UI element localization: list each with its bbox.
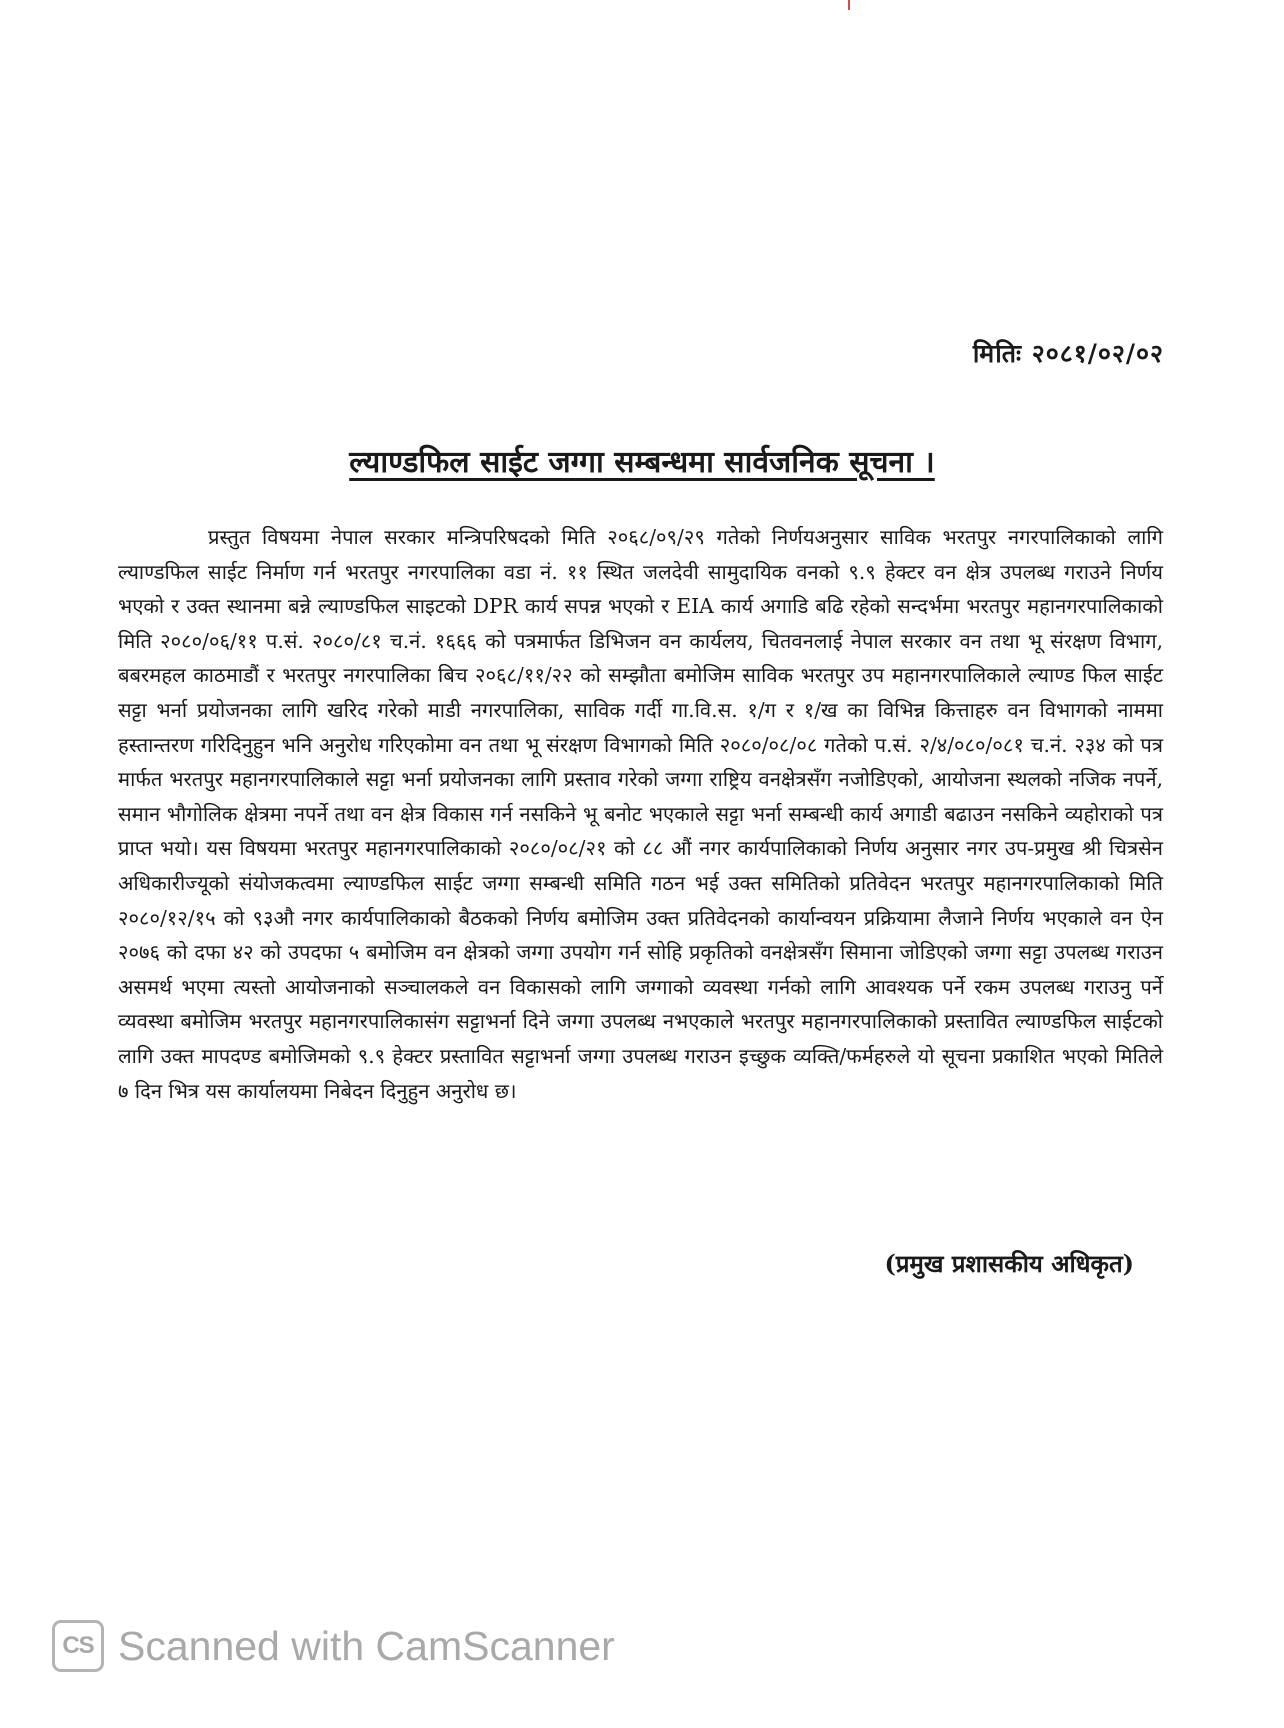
date-line: मितिः २०८१/०२/०२ [972, 339, 1164, 368]
camscanner-logo-icon: CS [52, 1620, 104, 1672]
notice-body: प्रस्तुत विषयमा नेपाल सरकार मन्त्रिपरिषदको मिति २०६८/०९/२९ गतेको निर्णयअनुसार साविक भरतपुर नगरपालिकाको लागि ल्याण्डफिल साईट निर्माण गर्न भरतपुर नगरपालिका वडा नं. ११ स्थित जलदेवी सामुदायिक वनको ९.९ हेक्टर वन क्षेत्र उपलब्ध गराउने निर्णय भएको र उक्त स्थानमा बन्ने ल्याण्डफिल साइटको DPR कार्य सपन्न भएको र EIA कार्य अगाडि बढि रहेको सन्दर्भमा भरतपुर महानगरपालिकाको मिति २०८०/०६/११ प.सं. २०८०/८१ च.नं. १६६६ को पत्रमार्फत डिभिजन वन कार्यलय, चितवनलाई नेपाल सरकार वन तथा भू संरक्षण विभाग, बबरमहल काठमाडौं र भरतपुर नगरपालिका बिच २०६८/११/२२ को सम्झौता बमोजिम साविक भरतपुर उप महानगरपालिकाले ल्याण्ड फिल साईट सट्टा भर्ना प्रयोजनका लागि खरिद गरेको माडी नगरपालिका, साविक गर्दी गा.वि.स. १/ग र १/ख का विभिन्न कित्ताहरु वन विभागको नाममा हस्तान्तरण गरिदिनुहुन भनि अनुरोध गरिएकोमा वन तथा भू संरक्षण विभागको मिति २०८०/०८/०८ गतेको प.सं. २/४/०८०/०८१ च.नं. २३४ को पत्र मार्फत भरतपुर महानगरपालिकाले सट्टा भर्ना प्रयोजनका लागि प्रस्ताव गरेको जग्गा राष्ट्रिय वनक्षेत्रसँग नजोडिएको, आयोजना स्थलको नजिक नपर्ने, समान भौगोलिक क्षेत्रमा नपर्ने तथा वन क्षेत्र विकास गर्न नसकिने भू बनोट भएकाले सट्टा भर्ना सम्बन्धी कार्य अगाडी बढाउन नसकिने व्यहोराको पत्र प्राप्त भयो। यस विषयमा भरतपुर महानगरपालिकाको २०८०/०८/२१ को ८८ औं नगर कार्यपालिकाको निर्णय अनुसार नगर उप-प्रमुख श्री चित्रसेन अधिकारीज्यूको संयोजकत्वमा ल्याण्डफिल साईट जग्गा सम्बन्धी समिति गठन भई उक्त समितिको प्रतिवेदन भरतपुर महानगरपालिकाको मिति २०८०/१२/१५ को ९३औ नगर कार्यपालिकाको बैठकको निर्णय बमोजिम उक्त प्रतिवेदनको कार्यान्वयन प्रक्रियामा लैजाने निर्णय भएकाले वन ऐन २०७६ को दफा ४२ को उपदफा ५ बमोजिम वन क्षेत्रको जग्गा उपयोग गर्न सोहि प्रकृतिको वनक्षेत्रसँग सिमाना जोडिएको जग्गा सट्टा उपलब्ध गराउन असमर्थ भएमा त्यस्तो आयोजनाको सञ्चालकले वन विकासको लागि जग्गाको व्यवस्था गर्नको लागि आवश्यक पर्ने रकम उपलब्ध गराउनु पर्ने व्यवस्था बमोजिम भरतपुर महानगरपालिकासंग सट्टाभर्ना दिने जग्गा उपलब्ध नभएकाले भरतपुर महानगरपालिकाको प्रस्तावित ल्याण्डफिल साईटको लागि उक्त मापदण्ड बमोजिमको ९.९ हेक्टर प्रस्तावित सट्टाभर्ना जग्गा उपलब्ध गराउन इच्छुक व्यक्ति/फर्महरुले यो सूचना प्रकाशित भएको मितिले ७ दिन भित्र यस कार्यालयमा निबेदन दिनुहुन अनुरोध छ। [118, 525, 1163, 1103]
notice-title [0, 440, 1284, 481]
notice-title-text: ल्याण्डफिल साईट जग्गा सम्बन्धमा सार्वजनिक सूचना । [349, 445, 935, 480]
signature-line: (प्रमुख प्रशासकीय अधिकृत) [884, 1249, 1134, 1278]
camscanner-watermark [52, 1620, 615, 1672]
watermark-text: Scanned with CamScanner [118, 1622, 615, 1669]
red-scan-mark [848, 0, 850, 10]
